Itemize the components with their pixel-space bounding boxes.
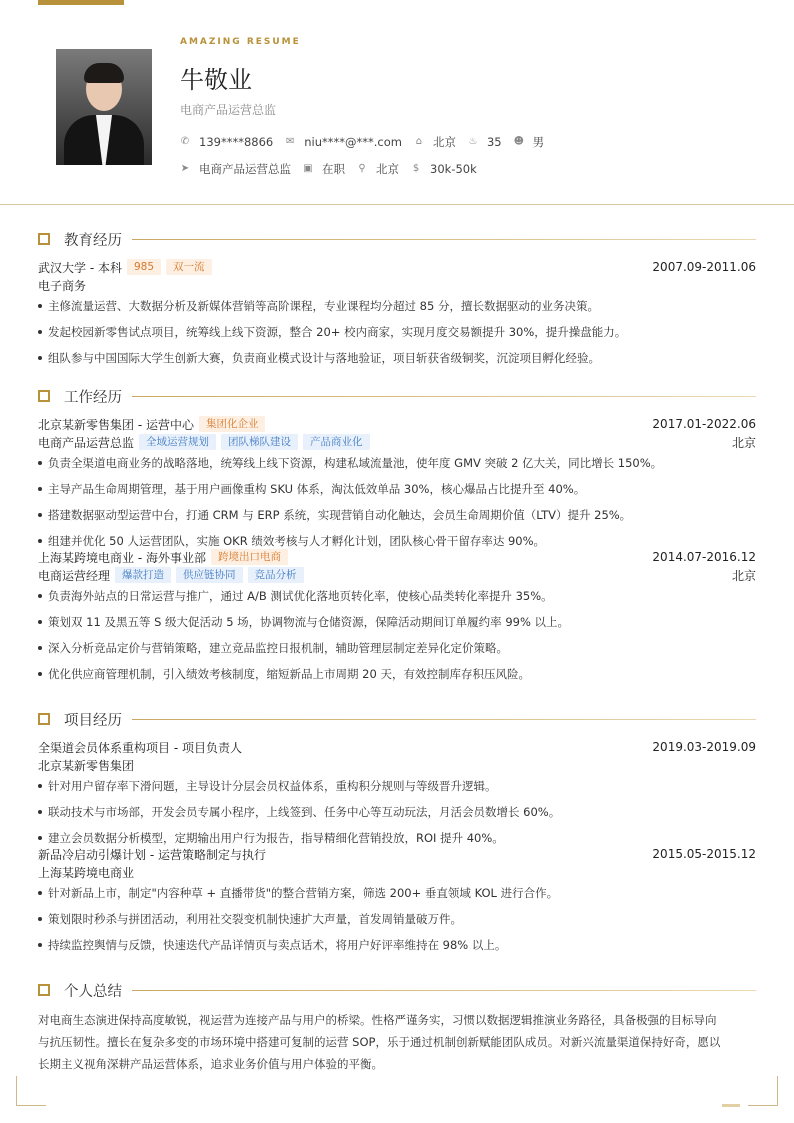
job-entry bbox=[38, 415, 756, 554]
tag-badge: 跨境出口电商 bbox=[211, 549, 288, 565]
info-item bbox=[468, 135, 502, 149]
info-item bbox=[411, 162, 477, 176]
company-name: 上海某跨境电商业 - 海外事业部 bbox=[38, 550, 206, 565]
bullet-list bbox=[38, 450, 756, 554]
section-title: 工作经历 bbox=[64, 389, 122, 406]
section-divider bbox=[132, 396, 756, 397]
date-range: 2019.03-2019.09 bbox=[652, 740, 756, 754]
summary-line: 对电商生态演进保持高度敏锐，视运营为连接产品与用户的桥梁。性格严谨务实，习惯以数据逻辑推演业务路径，具备极强的目标导向 bbox=[38, 1013, 717, 1027]
resume-header bbox=[0, 0, 794, 205]
gender-icon: ☻ bbox=[513, 136, 525, 147]
section-divider bbox=[132, 990, 756, 991]
section-marker-icon bbox=[38, 984, 50, 996]
section-header bbox=[38, 387, 756, 405]
salary-icon: $ bbox=[412, 163, 420, 174]
section-title: 教育经历 bbox=[64, 232, 122, 249]
list-item: 优化供应商管理机制，引入绩效考核制度，缩短新品上市周期 20 天，有效控制库存积压风险。 bbox=[38, 661, 756, 687]
project-entry bbox=[38, 738, 756, 851]
profile-photo bbox=[56, 49, 152, 165]
brand-label: AMAZING RESUME bbox=[180, 37, 301, 47]
phone-icon: ✆ bbox=[180, 136, 190, 147]
school-name: 武汉大学 - 本科 bbox=[38, 260, 122, 275]
info-text: 男 bbox=[532, 135, 545, 149]
list-item: 深入分析竞品定价与营销策略，建立竞品监控日报机制，辅助管理层制定差异化定价策略。 bbox=[38, 635, 756, 661]
list-item: 主导产品生命周期管理，基于用户画像重构 SKU 体系，淘汰低效单品 30%，核心爆品占比提升至 40%。 bbox=[38, 476, 756, 502]
job-intent-row bbox=[180, 161, 489, 177]
footer-accent bbox=[722, 1104, 740, 1107]
list-item: 联动技术与市场部，开发会员专属小程序，上线签到、任务中心等互动玩法，月活会员数增长 60%。 bbox=[38, 799, 756, 825]
project-entry bbox=[38, 845, 756, 958]
info-item bbox=[357, 161, 399, 177]
contact-row bbox=[180, 134, 556, 150]
section-divider bbox=[132, 239, 756, 240]
list-item: 组建并优化 50 人运营团队，实施 OKR 绩效考核与人才孵化计划，团队核心骨干留存率达 90%。 bbox=[38, 528, 756, 554]
tag-badge: 爆款打造 bbox=[115, 567, 171, 583]
summary-text bbox=[38, 1009, 756, 1075]
list-item: 发起校园新零售试点项目，统筹线上线下资源，整合 20+ 校内商家，实现月度交易额提升 30%，提升操盘能力。 bbox=[38, 319, 756, 345]
list-item: 策划双 11 及黑五等 S 级大促活动 5 场，协调物流与仓储资源，保障活动期间订单履约率 99% 以上。 bbox=[38, 609, 756, 635]
major-row bbox=[38, 276, 756, 294]
send-icon: ➤ bbox=[180, 163, 190, 174]
info-item bbox=[414, 134, 456, 150]
date-range: 2014.07-2016.12 bbox=[652, 550, 756, 564]
bullet-list bbox=[38, 583, 756, 687]
info-text: 在职 bbox=[322, 162, 345, 176]
company-name: 北京某新零售集团 - 运营中心 bbox=[38, 417, 194, 432]
summary-line: 与抗压韧性。擅长在复杂多变的市场环境中搭建可复制的运营 SOP，乐于通过机制创新赋能团队成员。对新兴流量渠道保持好奇，愿以 bbox=[38, 1035, 721, 1049]
home-icon: ⌂ bbox=[415, 136, 423, 147]
section-title: 个人总结 bbox=[64, 983, 122, 1000]
list-item: 主修流量运营、大数据分析及新媒体营销等高阶课程，专业课程均分超过 85 分，擅长数据驱动的业务决策。 bbox=[38, 293, 756, 319]
info-text: 电商产品运营总监 bbox=[199, 162, 291, 176]
section-title: 项目经历 bbox=[64, 712, 122, 729]
location-icon: ⚲ bbox=[358, 163, 366, 174]
tag-badge: 全域运营规划 bbox=[139, 434, 216, 450]
tag-badge: 985 bbox=[127, 259, 161, 275]
bullet-list bbox=[38, 293, 756, 371]
education-entry bbox=[38, 258, 756, 276]
corner-decoration bbox=[16, 1076, 46, 1106]
major-name: 电子商务 bbox=[38, 278, 87, 293]
education-section bbox=[38, 230, 756, 371]
list-item: 策划限时秒杀与拼团活动，利用社交裂变机制快速扩大声量，首发周销量破万件。 bbox=[38, 906, 756, 932]
tag-badge: 产品商业化 bbox=[303, 434, 370, 450]
project-name: 全渠道会员体系重构项目 - 项目负责人 bbox=[38, 740, 242, 755]
list-item: 针对用户留存率下滑问题，主导设计分层会员权益体系，重构积分规则与等级晋升逻辑。 bbox=[38, 773, 756, 799]
list-item: 持续监控舆情与反馈，快速迭代产品详情页与卖点话术，将用户好评率维持在 98% 以上。 bbox=[38, 932, 756, 958]
info-text: 35 bbox=[486, 135, 502, 149]
work-section bbox=[38, 387, 756, 687]
tag-badge: 团队梯队建设 bbox=[221, 434, 298, 450]
section-header bbox=[38, 981, 756, 999]
info-item bbox=[180, 161, 291, 177]
job-role: 电商产品运营总监 bbox=[38, 435, 135, 450]
date-range: 2015.05-2015.12 bbox=[652, 847, 756, 861]
list-item: 负责全渠道电商业务的战略落地，统筹线上线下资源，构建私域流量池，使年度 GMV 突破 2 亿大关，同比增长 150%。 bbox=[38, 450, 756, 476]
summary-section bbox=[38, 981, 756, 1075]
tag-badge: 集团化企业 bbox=[199, 416, 266, 432]
job-location: 北京 bbox=[731, 568, 756, 583]
section-header bbox=[38, 230, 756, 248]
project-name: 新品冷启动引爆计划 - 运营策略制定与执行 bbox=[38, 847, 266, 862]
briefcase-icon: ▣ bbox=[303, 163, 313, 174]
section-marker-icon bbox=[38, 390, 50, 402]
info-item bbox=[303, 161, 345, 177]
cake-icon: ♨ bbox=[468, 136, 478, 147]
info-item bbox=[180, 135, 273, 149]
tag-badge: 竞品分析 bbox=[248, 567, 304, 583]
tag-badge: 供应链协同 bbox=[176, 567, 243, 583]
info-text: 北京 bbox=[432, 135, 456, 149]
list-item: 负责海外站点的日常运营与推广，通过 A/B 测试优化落地页转化率，使核心品类转化率提升 35%。 bbox=[38, 583, 756, 609]
date-range: 2007.09-2011.06 bbox=[652, 260, 756, 274]
job-entry bbox=[38, 548, 756, 687]
info-text: 北京 bbox=[376, 162, 399, 176]
info-text: niu****@***.com bbox=[304, 135, 402, 149]
job-location: 北京 bbox=[731, 435, 756, 450]
summary-line: 长期主义视角深耕产品运营体系，追求业务价值与用户体验的平衡。 bbox=[38, 1057, 383, 1071]
job-role: 电商运营经理 bbox=[38, 568, 111, 583]
list-item: 针对新品上市，制定"内容种草 + 直播带货"的整合营销方案，筛选 200+ 垂直领域 KOL 进行合作。 bbox=[38, 880, 756, 906]
list-item: 搭建数据驱动型运营中台，打通 CRM 与 ERP 系统，实现营销自动化触达，会员生命周期价值（LTV）提升 25%。 bbox=[38, 502, 756, 528]
bullet-list bbox=[38, 880, 756, 958]
mail-icon: ✉ bbox=[286, 136, 295, 147]
section-marker-icon bbox=[38, 233, 50, 245]
date-range: 2017.01-2022.06 bbox=[652, 417, 756, 431]
candidate-name: 牛敬业 bbox=[180, 66, 252, 94]
section-header bbox=[38, 710, 756, 728]
projects-section bbox=[38, 710, 756, 958]
project-org: 北京某新零售集团 bbox=[38, 758, 135, 773]
bullet-list bbox=[38, 773, 756, 851]
info-text: 30k-50k bbox=[430, 162, 477, 176]
section-divider bbox=[132, 719, 756, 720]
list-item: 建立会员数据分析模型，定期输出用户行为报告，指导精细化营销投放，ROI 提升 40%。 bbox=[38, 825, 756, 851]
candidate-title: 电商产品运营总监 bbox=[180, 103, 277, 117]
tag-badge: 双一流 bbox=[166, 259, 212, 275]
info-text: 139****8866 bbox=[199, 135, 274, 149]
info-item bbox=[285, 135, 402, 149]
section-marker-icon bbox=[38, 713, 50, 725]
info-item bbox=[514, 134, 545, 150]
list-item: 组队参与中国国际大学生创新大赛，负责商业模式设计与落地验证，项目斩获省级铜奖，沉淀项目孵化经验。 bbox=[38, 345, 756, 371]
corner-decoration bbox=[748, 1076, 778, 1106]
project-org: 上海某跨境电商业 bbox=[38, 865, 135, 880]
